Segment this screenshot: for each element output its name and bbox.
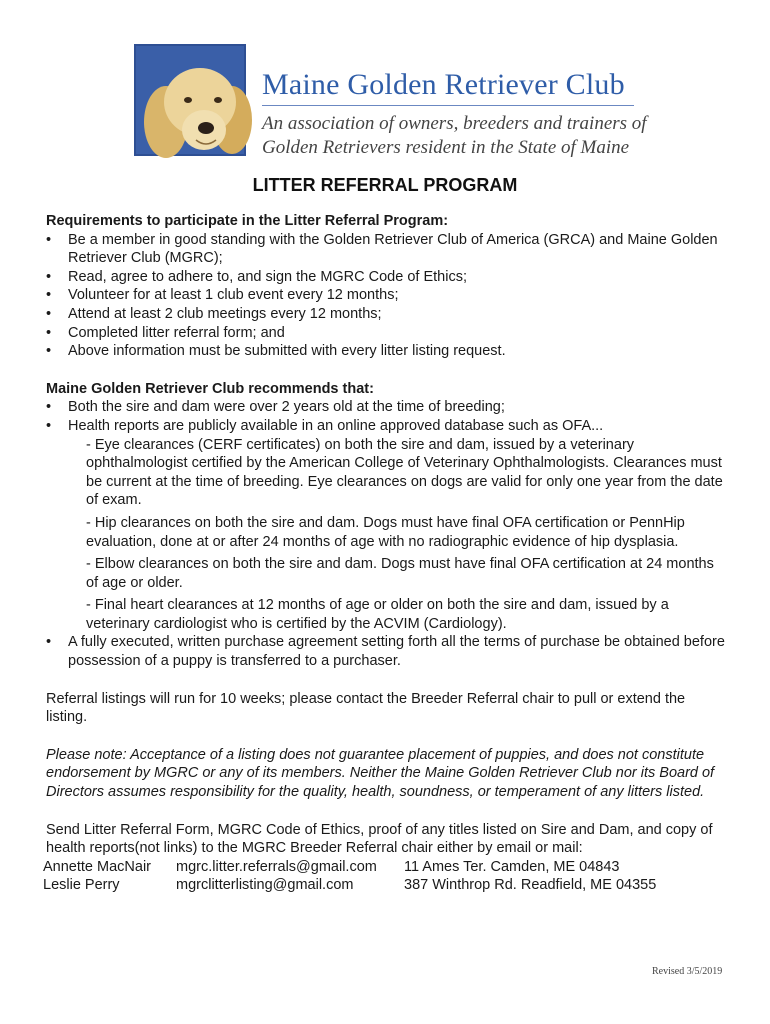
send-instructions: Send Litter Referral Form, MGRC Code of Ethics, proof of any titles listed on Sire and Dam, and copy of health reports(not links) to the MGRC Breeder Referral chair either by email or mail: xyxy=(46,821,713,857)
contact-name: Annette MacNair xyxy=(43,858,151,875)
club-tagline xyxy=(262,112,647,160)
elbow-clearance-text: - Elbow clearances on both the sire and dam. Dogs must have final OFA certification at 24 months of age or older. xyxy=(86,556,714,591)
requirements-list xyxy=(46,231,726,361)
golden-retriever-illustration xyxy=(124,50,254,162)
recommend-item-health: Health reports are publicly available in an online approved database such as OFA... xyxy=(68,417,604,434)
tagline-line-1: An association of owners, breeders and trainers of xyxy=(262,113,647,134)
tagline-line-2: Golden Retrievers resident in the State of Maine xyxy=(262,137,630,158)
club-logo xyxy=(124,44,647,162)
contact-name: Leslie Perry xyxy=(43,877,120,894)
recommends-list-cont xyxy=(46,633,726,670)
requirement-item: • Read, agree to adhere to, and sign the MGRC Code of Ethics; xyxy=(46,268,726,287)
contact-row xyxy=(43,858,726,877)
contacts-table xyxy=(43,858,726,895)
recommends-heading: Maine Golden Retriever Club recommends that: xyxy=(46,380,374,397)
recommend-item: • A fully executed, written purchase agreement setting forth all the terms of purchase be obtained before possession of a puppy is transferred to a purchaser. xyxy=(46,633,726,670)
recommend-item xyxy=(46,417,726,436)
requirement-item: • Volunteer for at least 1 club event every 12 months; xyxy=(46,286,726,305)
contact-email[interactable]: mgrclitterlisting@gmail.com xyxy=(176,877,354,894)
contact-row xyxy=(43,876,726,895)
recommends-list xyxy=(46,398,726,435)
heart-clearance-text: - Final heart clearances at 12 months of age or older on both the sire and dam, issued by a veterinary cardiologist who is certified by the ACVIM (Cardiology). xyxy=(86,597,669,632)
requirement-item: • Completed litter referral form; and xyxy=(46,324,726,343)
document-body xyxy=(43,212,726,895)
contact-email[interactable]: mgrc.litter.referrals@gmail.com xyxy=(176,858,377,875)
revised-date: Revised 3/5/2019 xyxy=(652,966,723,977)
recommend-item: • Both the sire and dam were over 2 years old at the time of breeding; xyxy=(46,398,726,417)
club-name: Maine Golden Retriever Club xyxy=(262,68,625,101)
requirement-item: • Be a member in good standing with the Golden Retriever Club of America (GRCA) and Maine Golden Retriever Club (MGRC); xyxy=(46,231,726,268)
disclaimer-note: Please note: Acceptance of a listing does not guarantee placement of puppies, and does not constitute endorsement by MGRC or any of its members. Neither the Maine Golden Retriever Club nor its Board of Directors assumes responsibility for the quality, health, soundness, or temperament of any litters listed. xyxy=(46,746,715,801)
hip-clearance-text: - Hip clearances on both the sire and dam. Dogs must have final OFA certification or PennHip evaluation, done at or after 24 months of age with no radiographic evidence of hip dysplasia. xyxy=(86,514,685,550)
logo-divider xyxy=(262,105,634,106)
contact-address: 387 Winthrop Rd. Readfield, ME 04355 xyxy=(404,877,657,894)
eye-clearance-text: - Eye clearances (CERF certificates) on both the sire and dam, issued by a veterinary ophthalmologist certified by the American College of Veterinary Ophthalmologists. Clearances must be current at the time of breeding. Eye clearances on dogs are valid for only one year from the date of exam. xyxy=(86,436,723,509)
page-title: LITTER REFERRAL PROGRAM xyxy=(252,175,518,195)
requirement-item: • Attend at least 2 club meetings every 12 months; xyxy=(46,305,726,324)
requirement-item: • Above information must be submitted with every litter listing request. xyxy=(46,342,726,361)
requirements-heading: Requirements to participate in the Litter Referral Program: xyxy=(46,213,449,229)
listing-duration-text: Referral listings will run for 10 weeks; please contact the Breeder Referral chair to pull or extend the listing. xyxy=(46,690,686,726)
contact-address: 11 Ames Ter. Camden, ME 04843 xyxy=(404,858,620,875)
